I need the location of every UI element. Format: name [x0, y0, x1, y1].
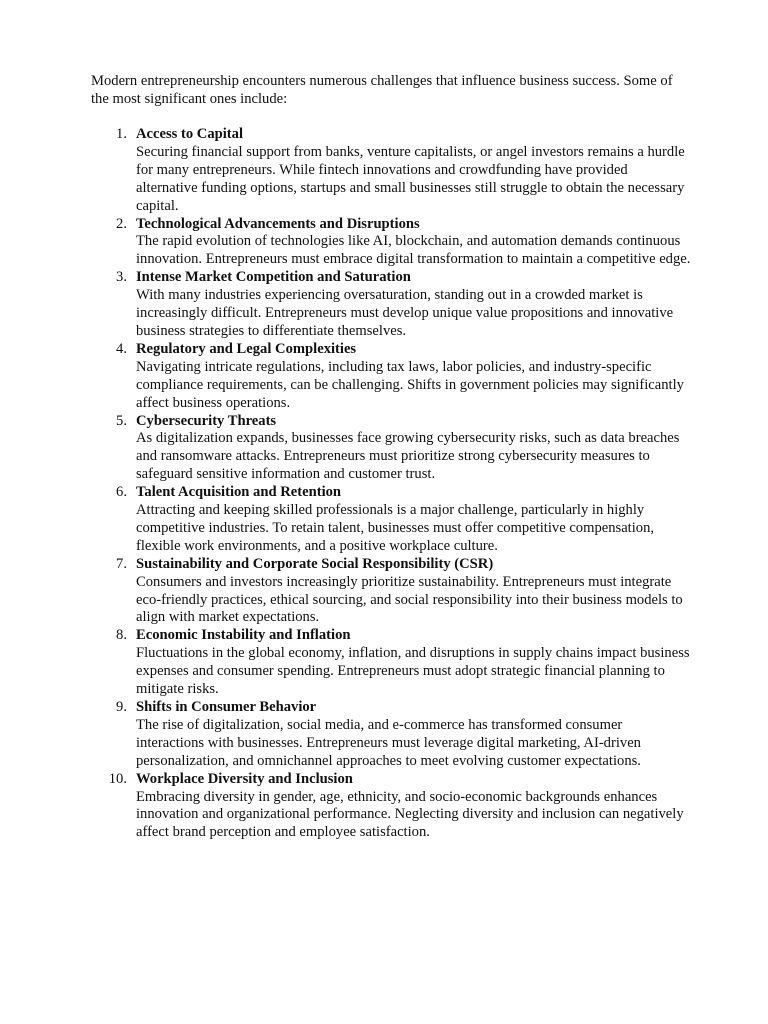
list-item-number: 7. [116, 555, 127, 572]
list-item-number: 10. [108, 770, 127, 787]
list-item-title: Access to Capital [136, 126, 244, 142]
list-item [91, 699, 691, 771]
list-item-number: 8. [116, 627, 127, 644]
list-item-number: 6. [116, 484, 127, 501]
list-item-title: Economic Instability and Inflation [136, 627, 351, 644]
list-item [91, 556, 691, 628]
list-item-description: Consumers and investors increasingly prioritize sustainability. Entrepreneurs must integrate eco-friendly practices, ethical sourcing, and social responsibility into their business models to align with market expectations. [136, 573, 683, 626]
list-item-description: The rapid evolution of technologies like AI, blockchain, and automation demands continuous innovation. Entrepreneurs must embrace digital transformation to maintain a competitive edge. [136, 233, 691, 268]
list-item-number: 3. [116, 269, 127, 286]
list-item-number: 5. [116, 412, 127, 429]
list-item-description: As digitalization expands, businesses face growing cybersecurity risks, such as data breaches and ransomware attacks. Entrepreneurs must prioritize strong cybersecurity measures to safeguard sensitive information and customer trust. [136, 430, 680, 483]
list-item-description: With many industries experiencing oversaturation, standing out in a crowded market is increasingly difficult. Entrepreneurs must develop unique value propositions and innovative business strategies to differentiate themselves. [136, 287, 674, 339]
list-item-description: Securing financial support from banks, venture capitalists, or angel investors remains a hurdle for many entrepreneurs. While fintech innovations and crowdfunding have provided alternative funding options, startups and small businesses still struggle to obtain the necessary capital. [136, 143, 685, 214]
list-item-description: Navigating intricate regulations, including tax laws, labor policies, and industry-specific compliance requirements, can be challenging. Shifts in government policies may significantly affect business operations. [136, 358, 684, 411]
list-item-number: 9. [116, 699, 127, 715]
list-item [91, 269, 691, 341]
list-item [91, 126, 691, 216]
list-item-title: Regulatory and Legal Complexities [136, 340, 357, 357]
list-item-description: Fluctuations in the global economy, inflation, and disruptions in supply chains impact business expenses and consumer spending. Entrepreneurs must adopt strategic financial planning to mitigate risks. [136, 645, 690, 698]
list-item [91, 627, 691, 699]
list-item-number: 4. [116, 340, 127, 357]
list-item-number: 1. [116, 126, 127, 142]
challenges-list [91, 126, 691, 842]
list-item-description: Embracing diversity in gender, age, ethnicity, and socio-economic backgrounds enhances innovation and organizational performance. Neglecting diversity and inclusion can negatively affect brand perception and employee satisfaction. [136, 788, 684, 841]
list-item [91, 216, 691, 270]
list-item-description: Attracting and keeping skilled professionals is a major challenge, particularly in highly competitive industries. To retain talent, businesses must offer competitive compensation, flexible work environments, and a positive workplace culture. [136, 502, 655, 554]
list-item-number: 2. [116, 215, 127, 232]
list-item-description: The rise of digitalization, social media, and e-commerce has transformed consumer interactions with businesses. Entrepreneurs must leverage digital marketing, AI-driven personalization, and omnichannel approaches to meet evolving customer expectations. [136, 716, 641, 769]
list-item-title: Technological Advancements and Disruptions [136, 215, 420, 232]
list-item-title: Talent Acquisition and Retention [136, 484, 342, 501]
list-item-title: Shifts in Consumer Behavior [136, 699, 317, 715]
intro-paragraph: Modern entrepreneurship encounters numerous challenges that influence business success. Some of the most significant ones include: [91, 73, 673, 107]
list-item [91, 341, 691, 413]
list-item-title: Workplace Diversity and Inclusion [136, 770, 353, 787]
list-item [91, 771, 691, 843]
list-item-title: Intense Market Competition and Saturation [136, 269, 411, 286]
list-item [91, 484, 691, 556]
list-item-title: Sustainability and Corporate Social Responsibility (CSR) [136, 555, 494, 572]
list-item [91, 413, 691, 485]
list-item-title: Cybersecurity Threats [136, 412, 277, 429]
